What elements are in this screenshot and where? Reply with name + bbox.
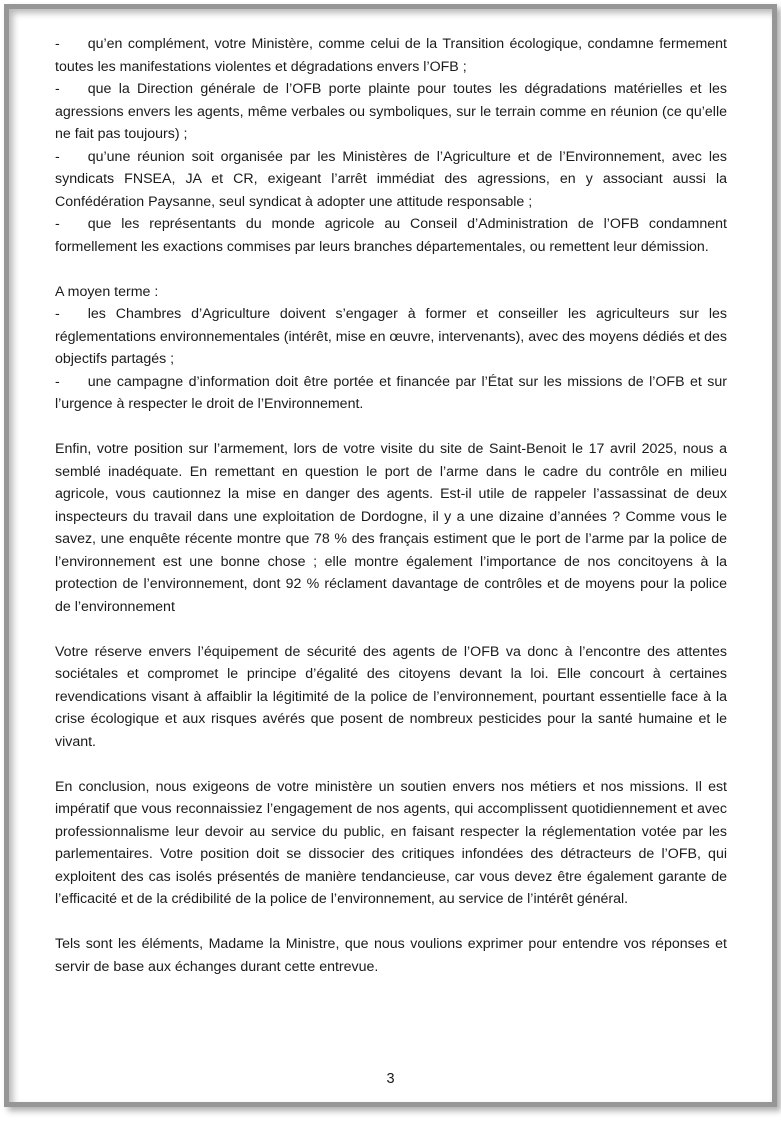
bullet-item bbox=[55, 303, 727, 371]
bullet-dash: - bbox=[55, 81, 60, 97]
bullet-text: que les représentants du monde agricole au Conseil d’Administration de l’OFB condamnent formellement les exactions commises par leurs branches départementales, ou remettent leur démission. bbox=[55, 216, 727, 255]
bullet-item bbox=[55, 371, 727, 416]
paragraph: Enfin, votre position sur l’armement, lors de votre visite du site de Saint-Benoit le 17 avril 2025, nous a semblé inadéquate. En remettant en question le port de l’arme dans le cadre du contrôle en milieu agricole, vous cautionnez la mise en danger des agents. Est-il utile de rappeler l’assassinat de deux inspecteurs du travail dans une exploitation de Dordogne, il y a une dizaine d’années ? Comme vous le savez, une enquête récente montre que 78 % des français estiment que le port de l’arme par la police de l’environnement est une bonne chose ; elle montre également l’importance de nos concitoyens à la protection de l’environnement, dont 92 % réclament davantage de contrôles et de moyens pour la police de l’environnement bbox=[55, 441, 727, 615]
bullet-dash: - bbox=[55, 306, 60, 322]
bullet-text: une campagne d’information doit être portée et financée par l’État sur les missions de l’OFB et sur l’urgence à respecter le droit de l’Environnement. bbox=[55, 373, 727, 412]
bullet-text: qu’une réunion soit organisée par les Ministères de l’Agriculture et de l’Environnement, avec les syndicats FNSEA, JA et CR, exigeant l’arrêt immédiat des agressions, en y associant aussi la Confédération Paysanne, seul syndicat à adopter une attitude responsable ; bbox=[55, 148, 727, 210]
bullet-item bbox=[55, 33, 727, 78]
bullet-dash: - bbox=[55, 216, 60, 232]
page-text bbox=[55, 33, 727, 978]
bullet-text: les Chambres d’Agriculture doivent s’engager à former et conseiller les agriculteurs sur les réglementations environnementales (intérêt, mise en œuvre, intervenants), avec des moyens dédiés et des objectifs partagés ; bbox=[55, 306, 727, 367]
bullet-text: que la Direction générale de l’OFB porte plainte pour toutes les dégradations matérielles et les agressions envers les agents, même verbales ou symboliques, sur le terrain comme en réunion (ce qu’elle ne fait pas toujours) ; bbox=[55, 81, 727, 142]
section-heading: A moyen terme : bbox=[55, 283, 159, 300]
page-number: 3 bbox=[386, 1071, 395, 1087]
bullet-item bbox=[55, 213, 727, 258]
bullet-item bbox=[55, 146, 727, 214]
bullet-dash: - bbox=[55, 36, 60, 52]
paragraph: Tels sont les éléments, Madame la Ministre, que nous voulions exprimer pour entendre vos réponses et servir de base aux échanges durant cette entrevue. bbox=[55, 936, 727, 975]
paragraph: En conclusion, nous exigeons de votre ministère un soutien envers nos métiers et nos missions. Il est impératif que vous reconnaissiez l’engagement de nos agents, qui accomplissent quotidiennement et avec professionnalisme leur devoir au service du public, en faisant respecter la réglementation votée par les parlementaires. Votre position doit se dissocier des critiques infondées des détracteurs de l’OFB, qui exploitent des cas isolés présentés de manière tendancieuse, car vous devez être également garante de l’efficacité et de la crédibilité de la police de l’environnement, au service de l’intérêt général. bbox=[55, 778, 727, 907]
paragraph: Votre réserve envers l’équipement de sécurité des agents de l’OFB va donc à l’encontre des attentes sociétales et compromet le principe d’égalité des citoyens devant la loi. Elle concourt à certaines revendications visant à affaiblir la légitimité de la police de l’environnement, pourtant essentielle face à la crise écologique et aux risques avérés que posent de nombreux pesticides pour la santé humaine et le vivant. bbox=[55, 643, 727, 750]
bullet-dash: - bbox=[55, 373, 60, 390]
bullet-item bbox=[55, 78, 727, 146]
bullet-text: qu’en complément, votre Ministère, comme celui de la Transition écologique, condamne fermement toutes les manifestations violentes et dégradations envers l’OFB ; bbox=[55, 36, 727, 75]
bullet-dash: - bbox=[55, 148, 60, 165]
